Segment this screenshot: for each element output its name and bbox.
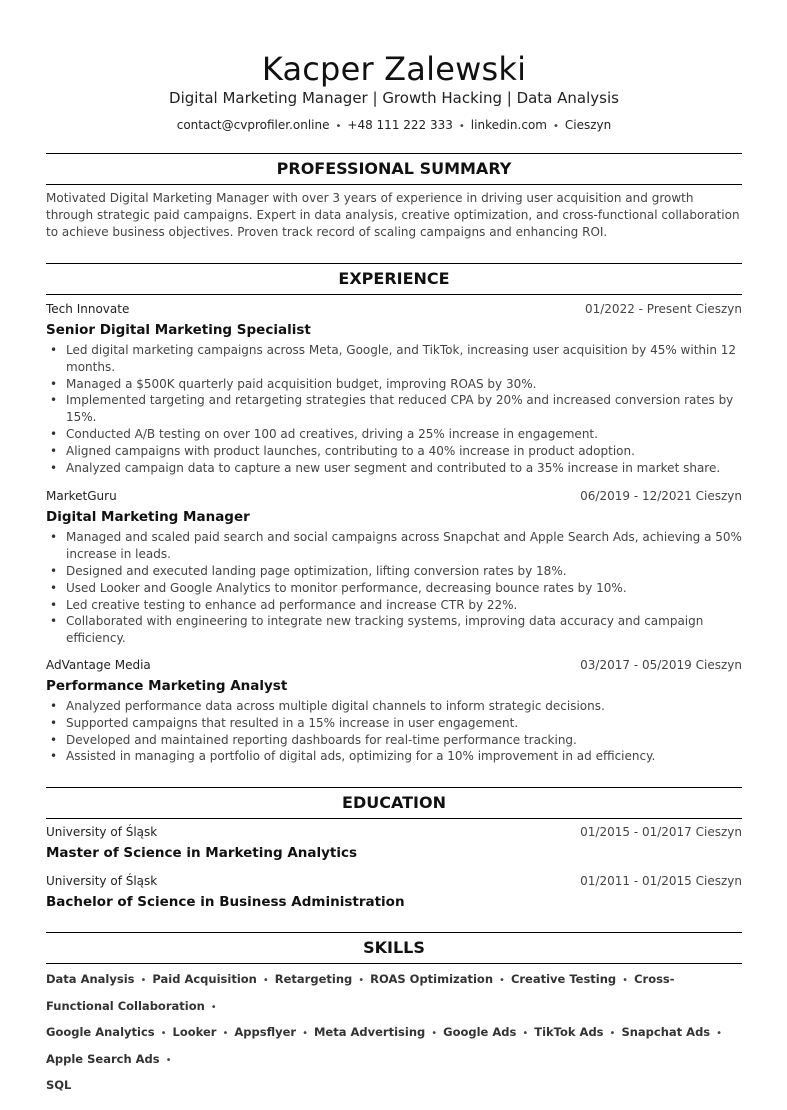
skill-item: SQL	[46, 1078, 72, 1093]
skill-item: Paid Acquisition	[152, 972, 257, 987]
job-dates: 03/2017 - 05/2019 Cieszyn	[580, 657, 742, 672]
job-bullet: • Led creative testing to enhance ad performance and increase CTR by 22%.	[46, 597, 742, 614]
job-bullet: • Designed and executed landing page optimization, lifting conversion rates by 18%.	[46, 563, 742, 580]
contact-phone[interactable]: +48 111 222 333	[347, 118, 453, 132]
skill-separator: •	[160, 1028, 167, 1040]
job-company: MarketGuru	[46, 489, 117, 504]
skill-item: Meta Advertising	[313, 1025, 426, 1040]
education-degree: Bachelor of Science in Business Administration	[46, 894, 405, 911]
education-heading: EDUCATION	[46, 787, 742, 819]
candidate-headline: Digital Marketing Manager | Growth Hacking | Data Analysis	[169, 89, 619, 107]
contact-separator: •	[335, 121, 342, 132]
skill-separator: •	[262, 975, 269, 987]
contact-email[interactable]: contact@cvprofiler.online	[176, 118, 330, 132]
skill-separator: •	[140, 975, 147, 987]
job-bullet: • Aligned campaigns with product launches, contributing to a 40% increase in product adoption.	[46, 443, 742, 460]
experience-heading: EXPERIENCE	[46, 263, 742, 295]
skill-separator: •	[609, 1028, 616, 1040]
skill-item: Google Ads	[443, 1025, 517, 1040]
job-role: Performance Marketing Analyst	[46, 677, 288, 694]
job-bullet: • Conducted A/B testing on over 100 ad creatives, driving a 25% increase in engagement.	[46, 426, 742, 443]
job-bullet: • Analyzed performance data across multiple digital channels to inform strategic decisions.	[46, 698, 742, 715]
skill-item: TikTok Ads	[534, 1025, 604, 1040]
skill-separator: •	[302, 1028, 308, 1040]
job-entry	[46, 657, 742, 765]
job-bullets	[46, 529, 742, 647]
skill-item: Apple Search Ads	[46, 1051, 160, 1066]
skills-list	[46, 967, 742, 1098]
skill-separator: •	[622, 975, 629, 987]
skill-separator: •	[431, 1028, 438, 1040]
job-bullet: • Managed a $500K quarterly paid acquisition budget, improving ROAS by 30%.	[46, 376, 742, 393]
skills-heading: SKILLS	[46, 932, 742, 964]
skill-item: ROAS Optimization	[370, 972, 494, 987]
summary-text: Motivated Digital Marketing Manager with over 3 years of experience in driving user acquisition and growth through strategic paid campaigns. Expert in data analysis, creative optimization, and cross-functional collaboration to achieve business objectives. Proven track record of scaling campaigns and enhancing ROI.	[46, 191, 740, 239]
education-degree: Master of Science in Marketing Analytics	[46, 845, 358, 862]
job-company: Tech Innovate	[46, 302, 130, 316]
skill-separator: •	[716, 1028, 723, 1040]
skill-item: Appsflyer	[234, 1025, 297, 1040]
job-bullet: • Collaborated with engineering to integrate new tracking systems, improving data accuracy and campaign efficiency.	[46, 613, 742, 647]
job-role: Digital Marketing Manager	[46, 509, 250, 526]
resume-page	[0, 50, 787, 1110]
candidate-name: Kacper Zalewski	[261, 50, 527, 88]
contact-separator: •	[552, 121, 559, 132]
job-bullet: • Implemented targeting and retargeting strategies that reduced CPA by 20% and increased conversion rates by 15%.	[46, 392, 742, 426]
job-bullet: • Assisted in managing a portfolio of digital ads, optimizing for a 10% improvement in ad efficiency.	[46, 748, 742, 765]
skill-item: Data Analysis	[46, 972, 135, 987]
job-entry	[46, 301, 742, 476]
contact-location: Cieszyn	[564, 118, 612, 132]
contact-linkedin[interactable]: linkedin.com	[470, 118, 547, 132]
skill-item: Retargeting	[274, 972, 353, 987]
education-school: University of Śląsk	[46, 825, 158, 840]
job-entry	[46, 488, 742, 647]
contact-line	[46, 117, 742, 135]
skill-separator: •	[499, 975, 505, 987]
skill-item: Creative Testing	[510, 972, 617, 987]
skill-item: Cross-Functional Collaboration	[46, 972, 675, 1013]
skill-item: Snapchat Ads	[621, 1025, 711, 1040]
job-dates: 06/2019 - 12/2021 Cieszyn	[580, 489, 742, 504]
job-bullet: • Analyzed campaign data to capture a new user segment and contributed to a 35% increase in market share.	[46, 460, 742, 477]
education-entry	[46, 873, 742, 912]
job-bullet: • Managed and scaled paid search and social campaigns across Snapchat and Apple Search Ads, achieving a 50% increase in leads.	[46, 529, 742, 563]
job-bullet: • Led digital marketing campaigns across Meta, Google, and TikTok, increasing user acquisition by 45% within 12 months.	[46, 342, 742, 376]
education-entry	[46, 824, 742, 863]
job-bullets	[46, 698, 742, 765]
job-bullet: • Used Looker and Google Analytics to monitor performance, decreasing bounce rates by 10%.	[46, 580, 742, 597]
skill-separator: •	[210, 1001, 217, 1013]
skill-item: Looker	[172, 1025, 217, 1040]
education-dates: 01/2015 - 01/2017 Cieszyn	[580, 825, 742, 840]
job-bullet: • Supported campaigns that resulted in a 15% increase in user engagement.	[46, 715, 742, 732]
job-role: Senior Digital Marketing Specialist	[46, 322, 311, 338]
skill-separator: •	[522, 1028, 529, 1040]
job-company: AdVantage Media	[46, 657, 151, 672]
skill-separator: •	[222, 1028, 229, 1040]
education-school: University of Śląsk	[46, 874, 158, 889]
job-bullets	[46, 342, 742, 476]
skill-item: Google Analytics	[46, 1025, 155, 1040]
summary-heading: PROFESSIONAL SUMMARY	[46, 153, 742, 185]
skill-separator: •	[165, 1054, 172, 1066]
skill-separator: •	[358, 975, 365, 987]
contact-separator: •	[458, 121, 465, 132]
job-bullet: • Developed and maintained reporting dashboards for real-time performance tracking.	[46, 732, 742, 749]
job-dates: 01/2022 - Present Cieszyn	[584, 302, 742, 316]
education-dates: 01/2011 - 01/2015 Cieszyn	[580, 874, 742, 889]
